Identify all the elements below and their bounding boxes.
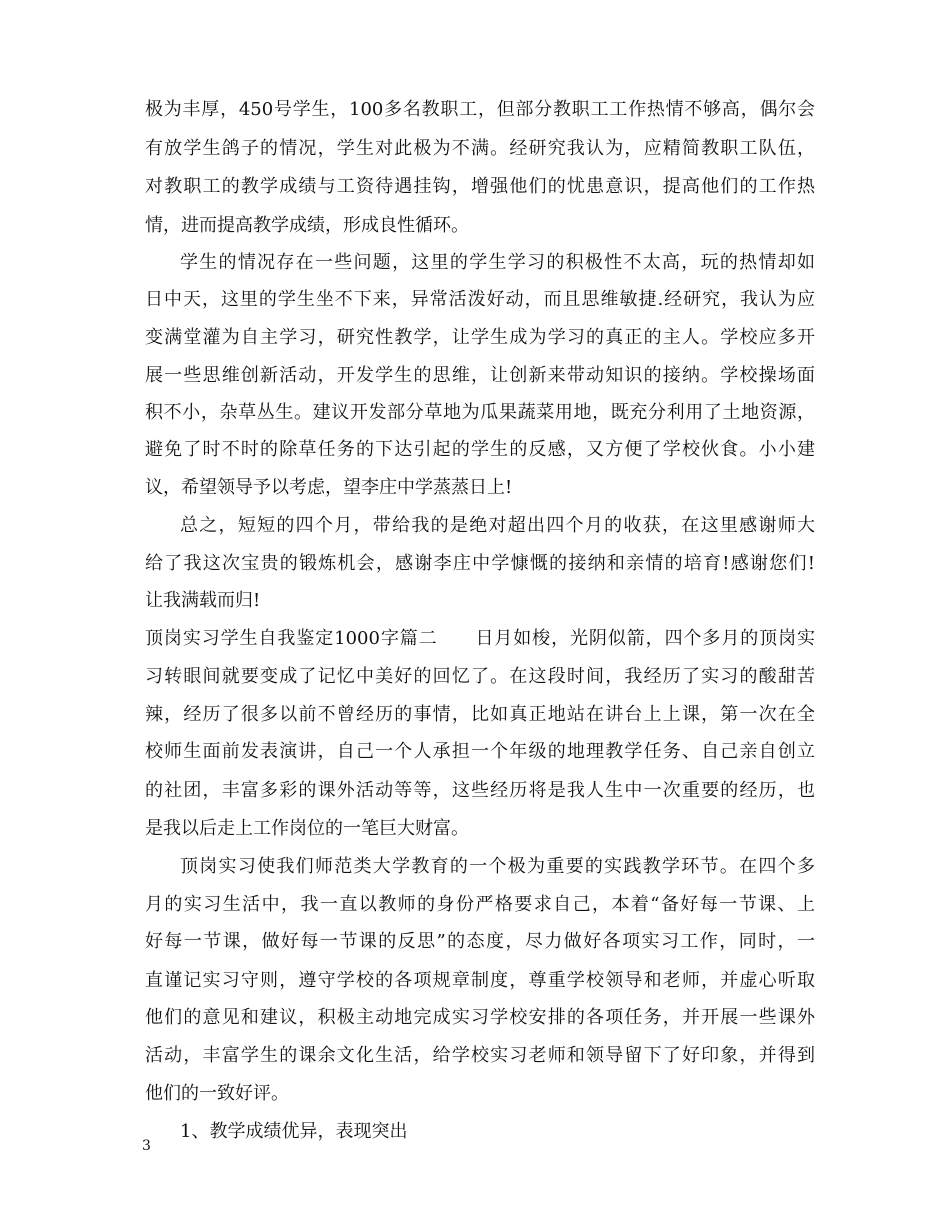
text-line: 给了我这次宝贵的锻炼机会，感谢李庄中学慷慨的接纳和亲情的培育!感谢您们! [145,553,815,574]
text-line: 顶岗实习使我们师范类大学教育的一个极为重要的实践教学环节。在四个多 [180,856,815,877]
text-line: 学生的情况存在一些问题，这里的学生学习的积极性不太高，玩的热情却如 [180,252,815,273]
text-line: 辣，经历了很多以前不曾经历的事情，比如真正地站在讲台上上课，第一次在全 [145,704,815,725]
text-line: 展一些思维创新活动，开发学生的思维，让创新来带动知识的接纳。学校操场面 [145,365,815,386]
text-line: 极为丰厚，450号学生，100多名教职工，但部分教职工工作热情不够高，偶尔会 [145,99,815,120]
text-line: 习转眼间就要变成了记忆中美好的回忆了。在这段时间，我经历了实习的酸甜苦 [145,666,815,687]
text-line: 积不小，杂草丛生。建议开发部分草地为瓜果蔬菜用地，既充分利用了土地资源， [145,402,815,423]
text-line: 1、教学成绩优异，表现突出 [180,1121,408,1142]
text-line: 好每一节课，做好每一节课的反思”的态度，尽力做好各项实习工作，同时，一 [145,931,815,952]
text-line: 校师生面前发表演讲，自己一个人承担一个年级的地理教学任务、自己亲自创立 [145,741,815,762]
text-line: 有放学生鸽子的情况，学生对此极为不满。经研究我认为，应精简教职工队伍， [145,138,815,159]
text-line: 直谨记实习守则，遵守学校的各项规章制度，尊重学校领导和老师，并虚心听取 [145,970,815,991]
text-line: 让我满载而归! [145,590,261,611]
text-line: 活动，丰富学生的课余文化生活，给学校实习老师和领导留下了好印象，并得到 [145,1045,815,1066]
text-line: 总之，短短的四个月，带给我的是绝对超出四个月的收获，在这里感谢师大 [180,515,815,536]
text-line: 月的实习生活中，我一直以教师的身份严格要求自己，本着“备好每一节课、上 [145,894,815,915]
text-line: 避免了时不时的除草任务的下达引起的学生的反感，又方便了学校伙食。小小建 [145,439,815,460]
text-line: 变满堂灌为自主学习，研究性教学，让学生成为学习的真正的主人。学校应多开 [145,327,815,348]
text-line: 情，进而提高教学成绩，形成良性循环。 [145,215,469,236]
text-line: 日中天，这里的学生坐不下来，异常活泼好动，而且思维敏捷.经研究，我认为应 [145,289,815,310]
text-line: 他们的一致好评。 [145,1083,289,1104]
text-line: 顶岗实习学生自我鉴定1000字篇二 日月如梭，光阴似箭，四个多月的顶岗实 [145,628,815,649]
text-line: 他们的意见和建议，积极主动地完成实习学校安排的各项任务，并开展一些课外 [145,1007,815,1028]
text-line: 是我以后走上工作岗位的一笔巨大财富。 [145,818,469,839]
text-line: 议，希望领导予以考虑，望李庄中学蒸蒸日上! [145,477,513,498]
text-line: 对教职工的教学成绩与工资待遇挂钩，增强他们的忧患意识，提高他们的工作热 [145,176,815,197]
text-line: 的社团，丰富多彩的课外活动等等，这些经历将是我人生中一次重要的经历，也 [145,780,815,801]
page-number: 3 [142,1138,151,1154]
